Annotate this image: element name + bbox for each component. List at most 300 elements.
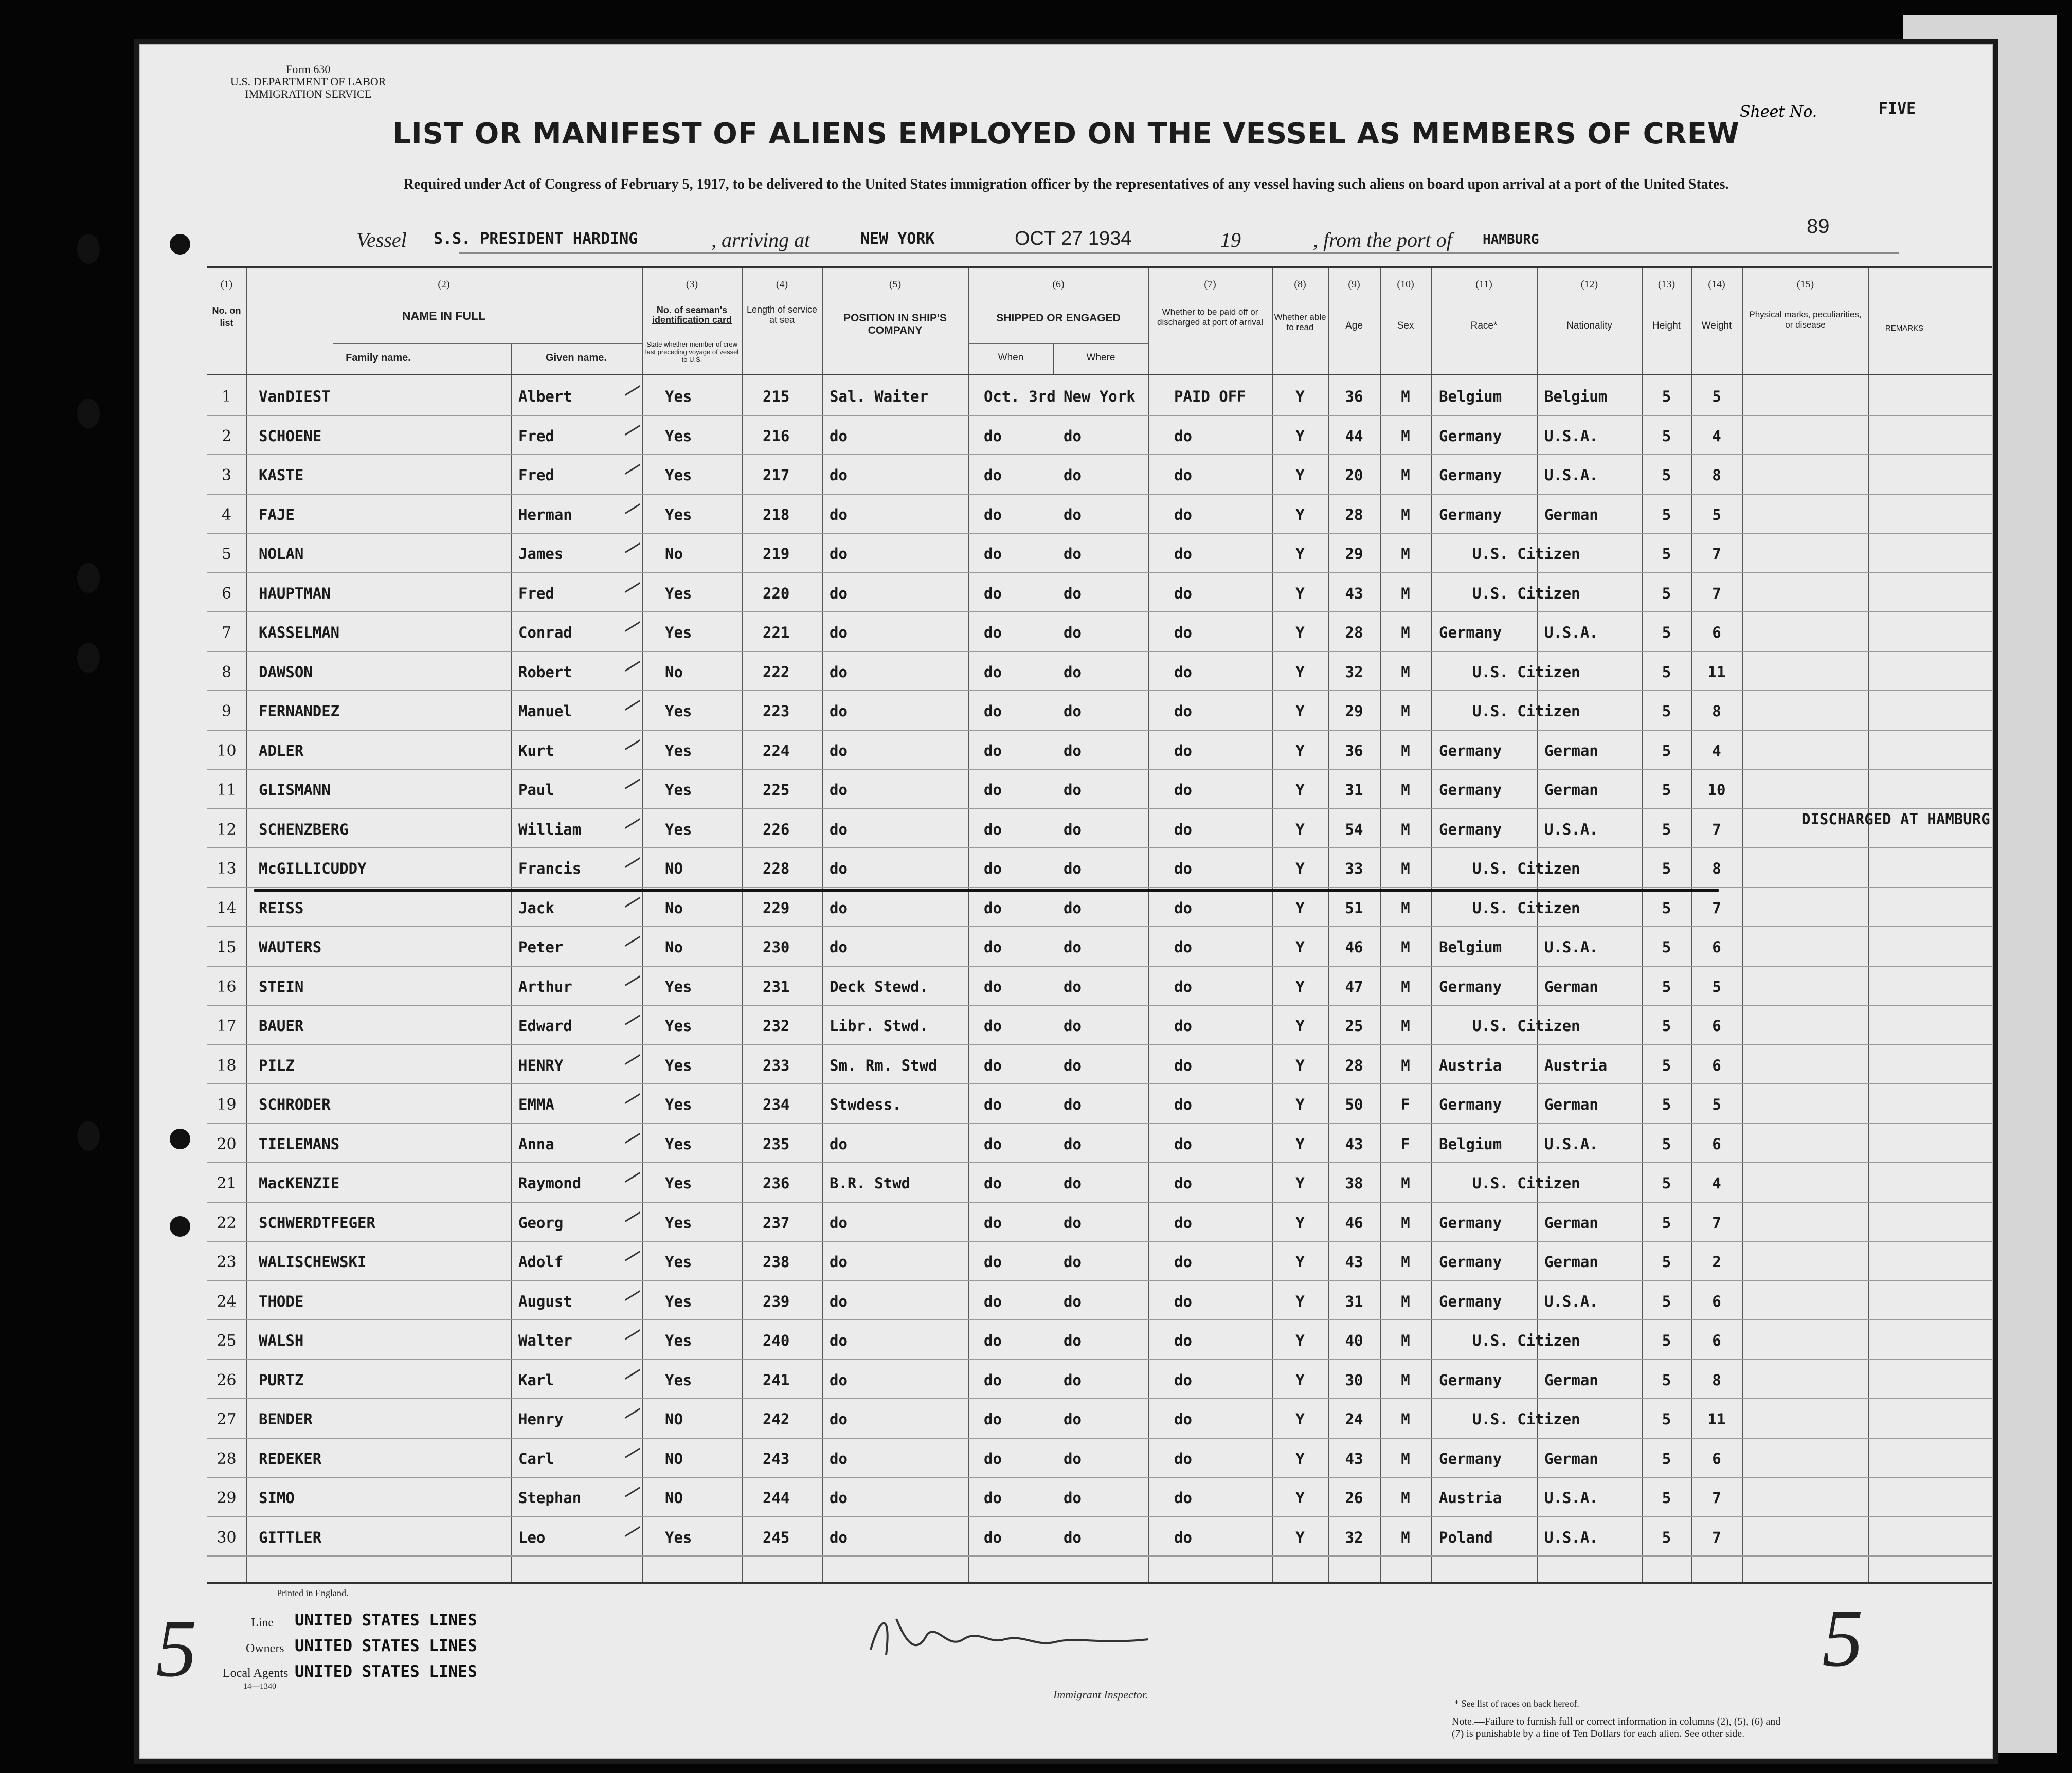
weight: 4 <box>1712 1174 1721 1192</box>
height: 5 <box>1662 1135 1671 1153</box>
given-name: Francis <box>518 860 582 877</box>
seaman-card: NO <box>665 1450 683 1468</box>
nationality: German <box>1544 1253 1598 1271</box>
row-rule <box>207 1083 1992 1084</box>
paid-off: PAID OFF <box>1174 388 1246 405</box>
able-to-read: Y <box>1295 1332 1305 1349</box>
given-name: EMMA <box>518 1096 554 1113</box>
header-rule <box>333 343 642 344</box>
race: Belgium <box>1439 938 1502 956</box>
row-number: 17 <box>217 1017 237 1035</box>
race: U.S. Citizen <box>1472 1017 1580 1035</box>
row-rule <box>207 730 1992 731</box>
height: 5 <box>1662 1489 1671 1507</box>
binder-hole <box>77 563 100 593</box>
race: U.S. Citizen <box>1472 1410 1580 1428</box>
position: do <box>830 1332 848 1349</box>
race: U.S. Citizen <box>1472 860 1580 877</box>
shipped-when: do <box>984 1332 1002 1349</box>
sex: M <box>1401 624 1410 641</box>
paid-off: do <box>1174 624 1192 641</box>
inspector-label: Immigrant Inspector. <box>1053 1688 1148 1701</box>
given-name: Arthur <box>518 978 572 996</box>
weight: 8 <box>1712 1371 1721 1389</box>
row-rule <box>207 611 1992 612</box>
family-name: FAJE <box>259 505 295 523</box>
row-number: 24 <box>217 1292 237 1311</box>
family-name: GITTLER <box>259 1528 322 1546</box>
row-number: 23 <box>217 1253 237 1271</box>
sex: M <box>1401 1332 1410 1349</box>
able-to-read: Y <box>1295 1214 1305 1232</box>
check-mark <box>625 1408 640 1419</box>
paid-off: do <box>1174 1489 1192 1507</box>
shipped-when: do <box>984 978 1002 996</box>
form-code: 14—1340 <box>243 1682 276 1691</box>
family-name: MacKENZIE <box>259 1174 340 1192</box>
shipped-where: do <box>1064 702 1082 720</box>
position: do <box>830 1214 848 1232</box>
family-name: REDEKER <box>259 1450 322 1468</box>
weight: 7 <box>1712 1528 1721 1546</box>
family-name: SCHOENE <box>259 427 322 445</box>
row-rule <box>207 966 1992 967</box>
sex: M <box>1401 545 1410 563</box>
check-mark <box>625 1290 640 1301</box>
shipped-where: do <box>1064 860 1082 877</box>
age: 20 <box>1345 466 1363 484</box>
paid-off: do <box>1174 1214 1192 1232</box>
row-rule <box>207 808 1992 809</box>
age: 28 <box>1345 1056 1363 1074</box>
header-bottom-rule <box>207 374 1992 375</box>
header-no-on-list: No. on list <box>212 305 241 328</box>
length-of-service: 245 <box>763 1528 790 1546</box>
paid-off: do <box>1174 1056 1192 1074</box>
given-name: Robert <box>518 663 572 681</box>
arriving-label: , arriving at <box>711 228 810 251</box>
row-rule <box>207 533 1992 534</box>
row-number: 25 <box>217 1332 237 1350</box>
height: 5 <box>1662 1528 1671 1546</box>
binder-hole <box>77 234 100 264</box>
able-to-read: Y <box>1295 505 1305 523</box>
given-name: Stephan <box>518 1489 582 1507</box>
shipped-when: do <box>984 466 1002 484</box>
shipped-where: do <box>1064 899 1082 917</box>
nationality: U.S.A. <box>1544 1528 1598 1546</box>
check-mark <box>625 1093 640 1104</box>
shipped-where: do <box>1064 427 1082 445</box>
row-number: 20 <box>217 1135 237 1153</box>
able-to-read: Y <box>1295 1528 1305 1546</box>
col-rule <box>1537 268 1538 1582</box>
shipped-when: do <box>984 1489 1002 1507</box>
able-to-read: Y <box>1295 624 1305 641</box>
shipped-where: do <box>1064 1135 1082 1153</box>
age: 43 <box>1345 1135 1363 1153</box>
family-name: GLISMANN <box>259 781 331 799</box>
paid-off: do <box>1174 545 1192 563</box>
binder-hole <box>77 643 100 673</box>
age: 47 <box>1345 978 1363 996</box>
age: 40 <box>1345 1332 1363 1349</box>
manifest-number: 89 <box>1807 215 1830 238</box>
height: 5 <box>1662 938 1671 956</box>
sex: M <box>1401 584 1410 602</box>
able-to-read: Y <box>1295 1253 1305 1271</box>
weight: 10 <box>1707 781 1726 799</box>
age: 36 <box>1345 741 1363 759</box>
age: 25 <box>1345 1017 1363 1035</box>
family-name: PILZ <box>259 1056 295 1074</box>
able-to-read: Y <box>1295 741 1305 759</box>
row-number: 12 <box>217 820 237 839</box>
able-to-read: Y <box>1295 860 1305 877</box>
family-name: KASTE <box>259 466 304 484</box>
length-of-service: 236 <box>763 1174 790 1192</box>
able-to-read: Y <box>1295 1371 1305 1389</box>
header-age: Age <box>1345 320 1363 331</box>
shipped-where: do <box>1064 1017 1082 1035</box>
given-name: Georg <box>518 1214 564 1232</box>
nationality: German <box>1544 741 1598 759</box>
height: 5 <box>1662 1096 1671 1113</box>
inspector-signature <box>860 1603 1169 1675</box>
family-name: TIELEMANS <box>259 1135 340 1153</box>
check-mark <box>625 464 640 475</box>
shipped-when: do <box>984 1174 1002 1192</box>
length-of-service: 240 <box>763 1332 790 1349</box>
shipped-when: do <box>984 505 1002 523</box>
row-number: 22 <box>217 1214 237 1232</box>
age: 43 <box>1345 584 1363 602</box>
family-name: SCHENZBERG <box>259 820 349 838</box>
shipped-when: do <box>984 1292 1002 1310</box>
header-rule <box>968 343 1148 344</box>
shipped-where: do <box>1064 1214 1082 1232</box>
row-rule <box>207 887 1992 888</box>
row-rule <box>207 1123 1992 1124</box>
remarks: DISCHARGED AT HAMBURG <box>1801 810 1990 828</box>
row-rule <box>207 1398 1992 1399</box>
age: 28 <box>1345 505 1363 523</box>
weight: 7 <box>1712 1214 1721 1232</box>
length-of-service: 238 <box>763 1253 790 1271</box>
given-name: Leo <box>518 1528 546 1546</box>
length-of-service: 237 <box>763 1214 790 1232</box>
age: 50 <box>1345 1096 1363 1113</box>
col-rule <box>1431 268 1432 1582</box>
row-number: 9 <box>221 702 232 720</box>
position: do <box>830 702 848 720</box>
row-number: 15 <box>217 938 237 956</box>
col-number: (1) <box>220 279 233 290</box>
given-name: William <box>518 820 582 838</box>
sex: M <box>1401 978 1410 996</box>
seaman-card: Yes <box>665 1174 692 1192</box>
owners-label: Owners <box>246 1642 284 1655</box>
check-mark <box>625 1211 640 1222</box>
height: 5 <box>1662 899 1671 917</box>
weight: 6 <box>1712 624 1721 641</box>
seaman-card: No <box>665 938 683 956</box>
shipped-where: do <box>1064 1410 1082 1428</box>
paid-off: do <box>1174 584 1192 602</box>
shipped-when: do <box>984 1528 1002 1546</box>
header-position: POSITION IN SHIP'S COMPANY <box>843 312 947 336</box>
col-number: (4) <box>776 279 788 290</box>
owners-value: UNITED STATES LINES <box>295 1637 477 1655</box>
header-sex: Sex <box>1397 320 1414 331</box>
weight: 6 <box>1712 1056 1721 1074</box>
position: B.R. Stwd <box>830 1174 911 1192</box>
nationality: U.S.A. <box>1544 820 1598 838</box>
row-rule <box>207 847 1992 848</box>
weight: 7 <box>1712 584 1721 602</box>
position: do <box>830 466 848 484</box>
row-number: 4 <box>221 505 232 524</box>
height: 5 <box>1662 1056 1671 1074</box>
shipped-where: do <box>1064 1332 1082 1349</box>
length-of-service: 243 <box>763 1450 790 1468</box>
shipped-where: do <box>1064 545 1082 563</box>
row-rule <box>207 494 1992 495</box>
sex: M <box>1401 1371 1410 1389</box>
col-number: (11) <box>1475 279 1492 290</box>
given-name: Henry <box>518 1410 564 1428</box>
height: 5 <box>1662 781 1671 799</box>
given-name: Fred <box>518 584 554 602</box>
row-rule <box>207 769 1992 770</box>
position: Stwdess. <box>830 1096 902 1113</box>
shipped-where: do <box>1064 584 1082 602</box>
length-of-service: 223 <box>763 702 790 720</box>
height: 5 <box>1662 584 1671 602</box>
shipped-when: do <box>984 1096 1002 1113</box>
weight: 5 <box>1712 388 1721 405</box>
shipped-when: do <box>984 1135 1002 1153</box>
height: 5 <box>1662 741 1671 759</box>
nationality: U.S.A. <box>1544 1489 1598 1507</box>
shipped-when: do <box>984 1410 1002 1428</box>
race: U.S. Citizen <box>1472 584 1580 602</box>
paid-off: do <box>1174 1253 1192 1271</box>
able-to-read: Y <box>1295 899 1305 917</box>
seaman-card: No <box>665 663 683 681</box>
nationality: German <box>1544 1214 1598 1232</box>
race: Germany <box>1439 978 1502 996</box>
race: Germany <box>1439 820 1502 838</box>
nationality: Belgium <box>1544 388 1608 405</box>
paid-off: do <box>1174 663 1192 681</box>
paid-off: do <box>1174 860 1192 877</box>
shipped-when: do <box>984 938 1002 956</box>
col-number: (5) <box>889 279 902 290</box>
height: 5 <box>1662 702 1671 720</box>
check-mark <box>625 1526 640 1537</box>
shipped-where: do <box>1064 1253 1082 1271</box>
header-physical-marks: Physical marks, peculiarities, or disease <box>1749 310 1862 330</box>
sex: M <box>1401 1489 1410 1507</box>
check-mark <box>625 385 640 396</box>
length-of-service: 228 <box>763 860 790 877</box>
able-to-read: Y <box>1295 1096 1305 1113</box>
given-name: Adolf <box>518 1253 564 1271</box>
weight: 6 <box>1712 1017 1721 1035</box>
family-name: THODE <box>259 1292 304 1310</box>
nationality: Austria <box>1544 1056 1608 1074</box>
sex: M <box>1401 1174 1410 1192</box>
col-number: (9) <box>1348 279 1360 290</box>
arrival-port: NEW YORK <box>860 230 935 248</box>
height: 5 <box>1662 388 1671 405</box>
seaman-card: Yes <box>665 466 692 484</box>
shipped-where: do <box>1064 505 1082 523</box>
position: do <box>830 545 848 563</box>
paid-off: do <box>1174 1410 1192 1428</box>
position: do <box>830 1371 848 1389</box>
height: 5 <box>1662 505 1671 523</box>
row-rule <box>207 1241 1992 1242</box>
age: 43 <box>1345 1450 1363 1468</box>
length-of-service: 224 <box>763 741 790 759</box>
family-name: FERNANDEZ <box>259 702 340 720</box>
seaman-card: Yes <box>665 1056 692 1074</box>
length-of-service: 226 <box>763 820 790 838</box>
sex: M <box>1401 781 1410 799</box>
nationality: German <box>1544 505 1598 523</box>
header-seaman-card-note: State whether member of crew last preceding voyage of vessel to U.S. <box>645 340 739 364</box>
col-rule <box>511 343 512 1582</box>
shipped-where: do <box>1064 1292 1082 1310</box>
position: Sm. Rm. Stwd <box>830 1056 938 1074</box>
nationality: U.S.A. <box>1544 466 1598 484</box>
from-port-label: , from the port of <box>1313 228 1452 251</box>
length-of-service: 231 <box>763 978 790 996</box>
nationality: U.S.A. <box>1544 938 1598 956</box>
page-mark-right: 5 <box>1822 1592 1863 1684</box>
position: do <box>830 624 848 641</box>
shipped-where: do <box>1064 1450 1082 1468</box>
row-number: 18 <box>217 1056 237 1075</box>
binder-hole <box>170 1216 190 1237</box>
given-name: Conrad <box>518 624 572 641</box>
check-mark <box>625 739 640 750</box>
able-to-read: Y <box>1295 1056 1305 1074</box>
header-weight: Weight <box>1701 320 1732 331</box>
able-to-read: Y <box>1295 1174 1305 1192</box>
form-header <box>230 63 386 100</box>
row-rule <box>207 1280 1992 1281</box>
height: 5 <box>1662 427 1671 445</box>
check-mark <box>625 818 640 829</box>
nationality: German <box>1544 1096 1598 1113</box>
seaman-card: Yes <box>665 388 692 405</box>
given-name: Karl <box>518 1371 554 1389</box>
able-to-read: Y <box>1295 820 1305 838</box>
col-number: (8) <box>1294 279 1306 290</box>
weight: 6 <box>1712 1332 1721 1349</box>
sex: M <box>1401 1056 1410 1074</box>
check-mark <box>625 621 640 632</box>
position: do <box>830 741 848 759</box>
nationality: U.S.A. <box>1544 624 1598 641</box>
race: Austria <box>1439 1489 1502 1507</box>
seaman-card: Yes <box>665 741 692 759</box>
row-rule <box>207 572 1992 573</box>
weight: 7 <box>1712 820 1721 838</box>
height: 5 <box>1662 545 1671 563</box>
family-name: SCHRODER <box>259 1096 331 1113</box>
given-name: Herman <box>518 505 572 523</box>
age: 31 <box>1345 781 1363 799</box>
height: 5 <box>1662 1371 1671 1389</box>
header-shipped-engaged: SHIPPED OR ENGAGED <box>996 312 1121 324</box>
row-number: 30 <box>217 1528 237 1547</box>
length-of-service: 218 <box>763 505 790 523</box>
check-mark <box>625 779 640 789</box>
height: 5 <box>1662 1332 1671 1349</box>
family-name: VanDIEST <box>259 388 331 405</box>
family-name: KASSELMAN <box>259 624 340 641</box>
nationality: German <box>1544 1371 1598 1389</box>
check-mark <box>625 1448 640 1458</box>
length-of-service: 244 <box>763 1489 790 1507</box>
paid-off: do <box>1174 1450 1192 1468</box>
line-label: Line <box>251 1616 274 1630</box>
weight: 4 <box>1712 427 1721 445</box>
length-of-service: 217 <box>763 466 790 484</box>
seaman-card: Yes <box>665 781 692 799</box>
sex: M <box>1401 702 1410 720</box>
row-number: 13 <box>217 860 237 878</box>
age: 28 <box>1345 624 1363 641</box>
col-number: (15) <box>1796 279 1814 290</box>
col-rule <box>1742 268 1743 1582</box>
age: 33 <box>1345 860 1363 877</box>
family-name: SCHWERDTFEGER <box>259 1214 375 1232</box>
check-mark <box>625 425 640 436</box>
paid-off: do <box>1174 741 1192 759</box>
length-of-service: 216 <box>763 427 790 445</box>
age: 44 <box>1345 427 1363 445</box>
check-mark <box>625 1369 640 1380</box>
given-name: Paul <box>518 781 554 799</box>
weight: 6 <box>1712 1292 1721 1310</box>
length-of-service: 241 <box>763 1371 790 1389</box>
shipped-when: do <box>984 427 1002 445</box>
sheet-number-label: Sheet No. <box>1740 103 1817 121</box>
length-of-service: 230 <box>763 938 790 956</box>
weight: 6 <box>1712 938 1721 956</box>
race: Germany <box>1439 1214 1502 1232</box>
shipped-where: do <box>1064 466 1082 484</box>
race: Germany <box>1439 427 1502 445</box>
col-number: (2) <box>438 279 450 290</box>
length-of-service: 233 <box>763 1056 790 1074</box>
printed-in: Printed in England. <box>277 1588 349 1598</box>
row-rule <box>207 1359 1992 1360</box>
vessel-line <box>140 228 1992 259</box>
height: 5 <box>1662 1017 1671 1035</box>
col-number: (13) <box>1657 279 1675 290</box>
row-number: 19 <box>217 1096 237 1114</box>
age: 31 <box>1345 1292 1363 1310</box>
subtitle-text: Required under Act of Congress of February 5, 1917, to be delivered to the United States immigration officer by the representatives of any vessel having such aliens on board upon arrival at a port of the United States. <box>403 176 1729 192</box>
seaman-card: Yes <box>665 1371 692 1389</box>
check-mark <box>625 1251 640 1261</box>
